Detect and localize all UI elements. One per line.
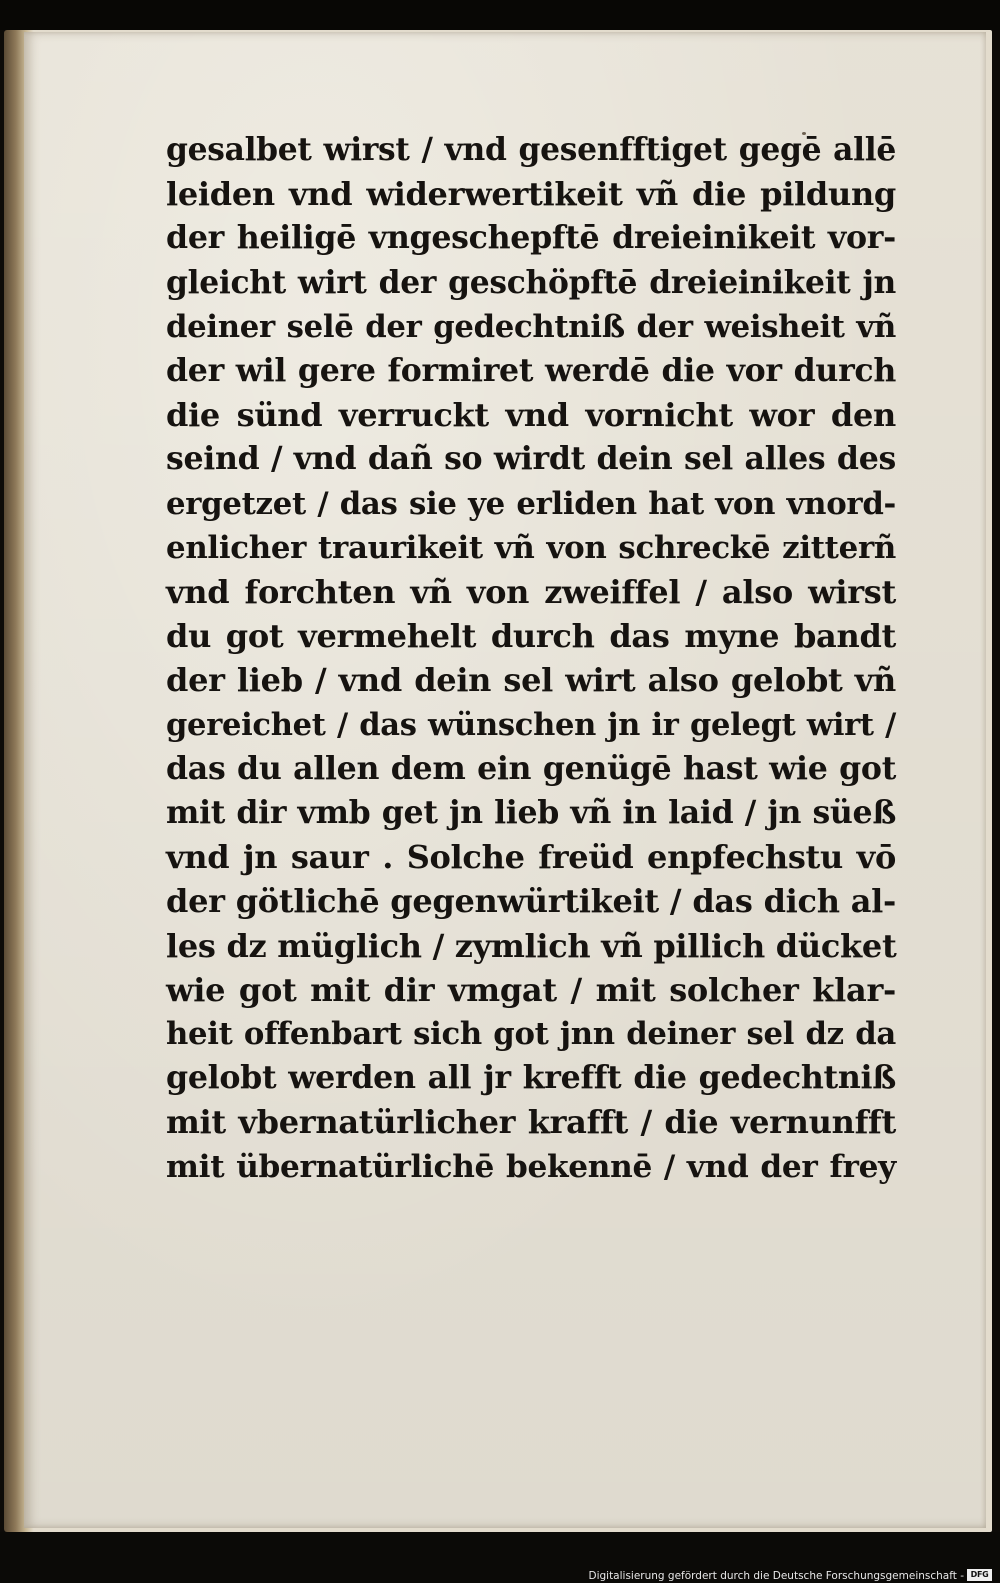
text-line-14: gereichet / das wünschen jn ir gelegt wirt / [166, 706, 896, 743]
text-line-16: mit dir vmb get jn lieb vñ in laid / jn süeß [166, 794, 896, 832]
text-line-23: mit vbernatürlicher krafft / die vernunfft [166, 1103, 896, 1142]
text-line-12: du got vermehelt durch das myne bandt [166, 617, 896, 656]
text-line-10: enlicher traurikeit vñ von schreckē zitterñ [166, 529, 896, 566]
text-line-21: heit offenbart sich got jnn deiner sel dz da [166, 1016, 896, 1053]
text-line-22: gelobt werden all jr krefft die gedechtniß [166, 1059, 896, 1097]
text-line-11: vnd forchten vñ von zweiffel / also wirst [166, 573, 896, 612]
text-line-7: die sünd verruckt vnd vornicht wor den [166, 396, 896, 435]
text-line-17: vnd jn saur . Solche freüd enpfechstu vō [166, 838, 896, 877]
text-line-15: das du allen dem ein genügē hast wie got [166, 749, 896, 787]
scan-top-border [0, 0, 1000, 30]
text-line-3: der heiligē vngeschepftē dreieinikeit vor- [166, 219, 896, 257]
text-line-5: deiner selē der gedechtniß der weisheit vñ [166, 308, 896, 345]
text-line-24: mit übernatürlichē bekennē / vnd der frey [166, 1148, 896, 1185]
digitization-credit: Digitalisierung gefördert durch die Deutsche Forschungsgemeinschaft - [588, 1570, 964, 1582]
text-line-2: leiden vnd widerwertikeit vñ die pildung [166, 175, 896, 214]
text-line-6: der wil gere formiret werdē die vor durch [166, 352, 896, 390]
text-line-1: gesalbet wirst / vnd gesenfftiget gegē allē [166, 132, 896, 168]
dfg-logo: DFG [967, 1569, 992, 1581]
text-line-4: gleicht wirt der geschöpftē dreieinikeit jn [166, 264, 896, 301]
text-line-19: les dz müglich / zymlich vñ pillich dücket [166, 926, 897, 965]
text-line-13: der lieb / vnd dein sel wirt also gelobt vñ [166, 661, 896, 700]
page-text-block [166, 128, 896, 1189]
text-line-20: wie got mit dir vmgat / mit solcher klar- [166, 970, 896, 1009]
text-line-18: der götlichē gegenwürtikeit / das dich al- [166, 882, 896, 921]
text-line-9: ergetzet / das sie ye erliden hat von vnord- [166, 485, 896, 522]
text-line-8: seind / vnd dañ so wirdt dein sel alles des [166, 440, 896, 478]
